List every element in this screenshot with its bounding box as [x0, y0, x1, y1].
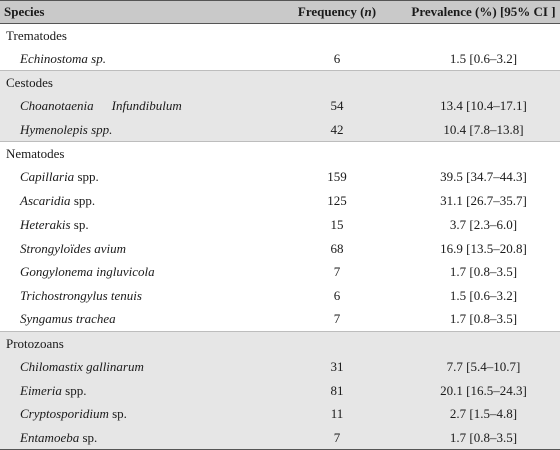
table-row: [0, 166, 560, 190]
frequency-cell: 42: [217, 118, 397, 142]
species-cell: Strongyloïdes avium: [20, 240, 127, 256]
species-cell: Trichostrongylus tenuis: [20, 287, 142, 303]
group-label: Trematodes: [6, 27, 67, 43]
table-row: [0, 47, 560, 71]
prevalence-cell: 13.4 [10.4–17.1]: [397, 95, 560, 119]
prevalence-cell: 7.7 [5.4–10.7]: [397, 355, 560, 379]
table-row: [0, 95, 560, 119]
table-row: [0, 189, 560, 213]
prevalence-cell: 3.7 [2.3–6.0]: [449, 216, 518, 232]
group-label: Nematodes: [0, 142, 560, 166]
prevalence-cell: 1.5 [0.6–3.2]: [449, 287, 518, 303]
prevalence-cell: 20.1 [16.5–24.3]: [397, 379, 560, 403]
table-row: [0, 213, 560, 237]
table-row: [0, 403, 560, 427]
frequency-cell: 15: [330, 216, 344, 232]
frequency-cell: 7: [333, 264, 341, 280]
frequency-cell: 125: [327, 193, 347, 209]
prevalence-cell: 1.7 [0.8–3.5]: [449, 264, 518, 280]
prevalence-cell: 1.5 [0.6–3.2]: [449, 50, 518, 66]
prevalence-cell: 10.4 [7.8–13.8]: [397, 118, 560, 142]
group-row-protozoans: [0, 331, 560, 355]
species-cell: Echinostoma sp.: [20, 50, 106, 66]
table-row: [0, 426, 560, 450]
group-label: Cestodes: [0, 71, 560, 95]
prevalence-cell: 39.5 [34.7–44.3]: [440, 169, 527, 185]
table-row: [0, 118, 560, 142]
species-cell: Ascaridia spp.: [20, 193, 96, 209]
frequency-cell: 7: [333, 311, 341, 327]
frequency-cell: 11: [217, 403, 397, 427]
header-frequency: Frequency (n): [217, 1, 397, 24]
group-row-nematodes: [0, 142, 560, 166]
species-cell: Choanotaenia Infundibulum: [0, 95, 217, 119]
prevalence-cell: 2.7 [1.5–4.8]: [397, 403, 560, 427]
frequency-cell: 81: [217, 379, 397, 403]
group-label: Protozoans: [0, 331, 560, 355]
frequency-cell: 31: [217, 355, 397, 379]
species-cell: Eimeria spp.: [0, 379, 217, 403]
species-cell: Syngamus trachea: [20, 311, 116, 327]
table-row: [0, 355, 560, 379]
frequency-cell: 6: [333, 50, 341, 66]
group-row-trematodes: [0, 24, 560, 48]
header-row: [0, 1, 560, 24]
frequency-cell: 7: [217, 426, 397, 450]
group-row-cestodes: [0, 71, 560, 95]
header-species: Species: [0, 1, 217, 24]
prevalence-cell: 1.7 [0.8–3.5]: [449, 311, 518, 327]
prevalence-cell: 1.7 [0.8–3.5]: [397, 426, 560, 450]
table-row: [0, 260, 560, 284]
frequency-cell: 6: [333, 287, 341, 303]
frequency-cell: 68: [330, 240, 344, 256]
header-prevalence: Prevalence (%) [95% CI ]: [397, 1, 560, 24]
species-cell: Hymenolepis spp.: [0, 118, 217, 142]
species-cell: Entamoeba sp.: [0, 426, 217, 450]
table-row: [0, 237, 560, 261]
species-cell: Cryptosporidium sp.: [0, 403, 217, 427]
frequency-cell: 54: [217, 95, 397, 119]
species-cell: Heterakis sp.: [20, 216, 89, 232]
table-row: [0, 379, 560, 403]
prevalence-cell: 16.9 [13.5–20.8]: [440, 240, 527, 256]
frequency-cell: 159: [327, 169, 347, 185]
table-row: [0, 284, 560, 308]
species-cell: Gongylonema ingluvicola: [20, 264, 155, 280]
species-cell: Capillaria spp.: [20, 169, 99, 185]
species-cell: Chilomastix gallinarum: [0, 355, 217, 379]
prevalence-cell: 31.1 [26.7–35.7]: [440, 193, 527, 209]
table-row: [0, 308, 560, 332]
